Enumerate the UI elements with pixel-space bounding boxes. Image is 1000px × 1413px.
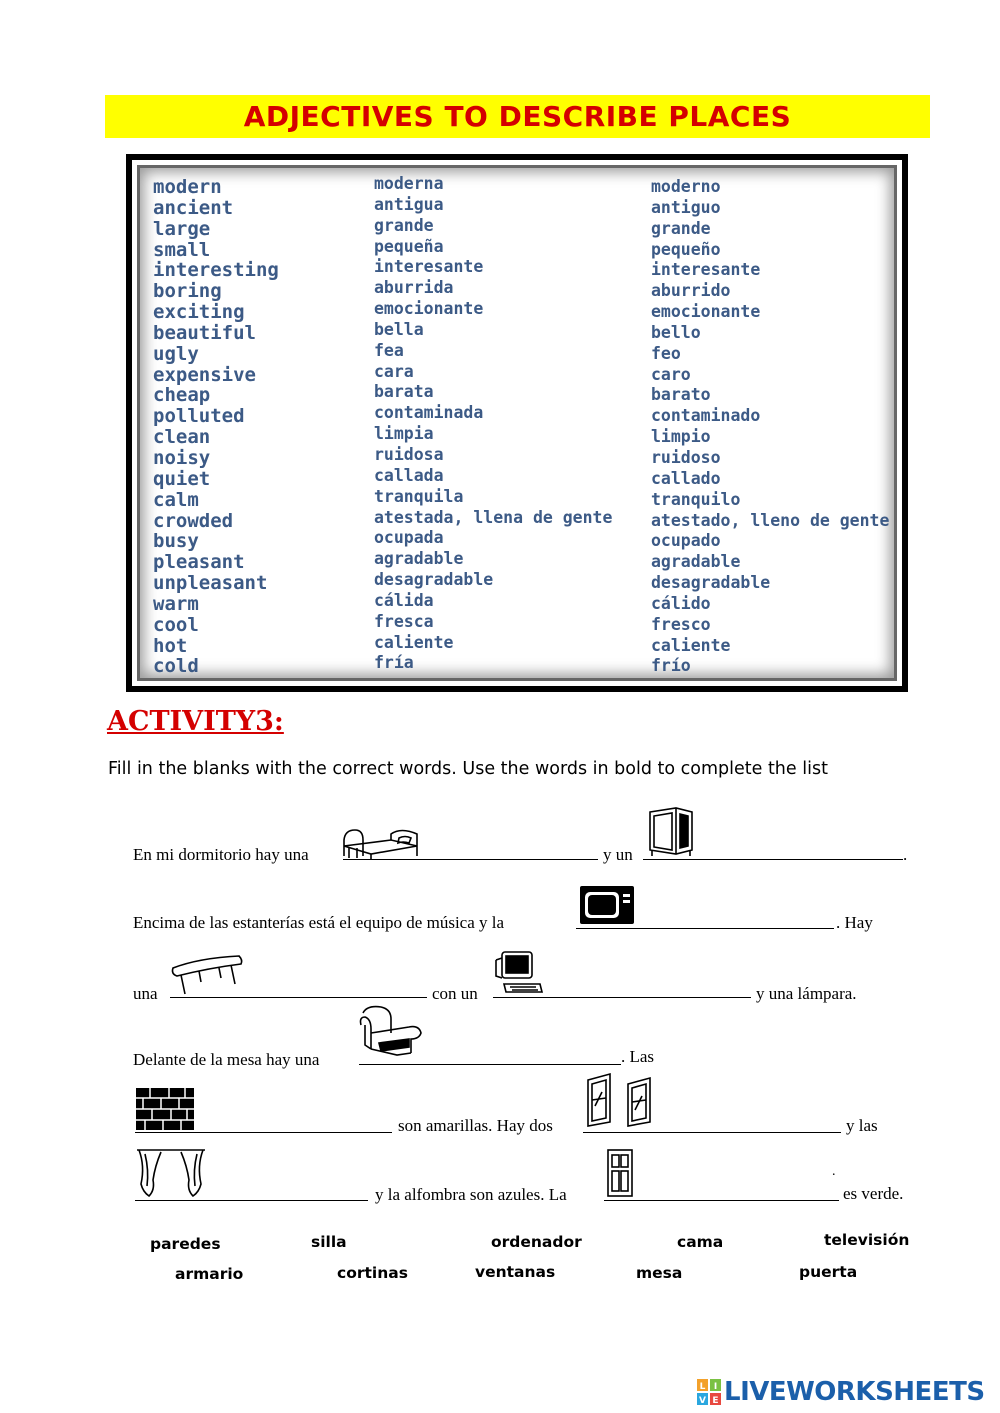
logo-mark-icon [697,1379,721,1405]
armchair-icon [357,1003,425,1063]
word-bank-item: paredes [150,1235,221,1253]
title-banner [105,95,930,138]
blank-armchair[interactable] [359,1064,621,1065]
vocab-spanish-masculine-word: cálido [651,593,711,613]
logo-letter: E [712,1396,719,1405]
vocab-spanish-masculine-word: bello [651,322,701,342]
vocab-spanish-feminine-word: fría [374,653,414,673]
logo-letter: V [699,1396,706,1405]
spanish-masculine-column [651,177,889,677]
vocab-spanish-feminine-word: cara [374,361,414,381]
english-column [153,177,279,677]
vocab-english-word: cheap [153,384,211,407]
vocab-spanish-masculine-word: desagradable [651,573,771,593]
sentence-5-part-b: y las [846,1116,878,1135]
word-bank-item: cama [677,1233,724,1251]
sentence-3-part-b: con un [432,984,478,1003]
vocab-spanish-feminine-word: cálida [374,590,434,610]
vocab-english-word: expensive [153,363,256,386]
vocab-spanish-masculine-word: ruidoso [651,447,721,467]
blank-table[interactable] [170,997,427,998]
word-bank-item: armario [175,1265,244,1283]
television-icon [578,884,636,926]
vocab-spanish-feminine-word: ocupada [374,528,444,548]
word-bank-item: ventanas [475,1263,556,1281]
vocab-spanish-masculine-word: caliente [651,635,731,655]
vocab-spanish-masculine-word: atestado, lleno de gente [651,510,890,530]
vocab-spanish-feminine-word: interesante [374,257,484,277]
vocab-spanish-feminine-word: pequeña [374,236,444,256]
vocab-spanish-feminine-word: barata [374,382,434,402]
vocab-spanish-masculine-word: antiguo [651,197,721,217]
vocab-spanish-masculine-word: moderno [651,177,721,196]
vocab-spanish-feminine-word: emocionante [374,299,484,319]
vocab-spanish-masculine-word: tranquilo [651,489,741,509]
vocab-english-word: hot [153,634,188,657]
vocabulary-table [126,154,908,692]
sentence-3-part-a: una [133,984,158,1003]
page-title: ADJECTIVES TO DESCRIBE PLACES [243,100,792,133]
sentence-5-part-a: son amarillas. Hay dos [398,1116,553,1135]
vocab-spanish-feminine-word: atestada, llena de gente [374,507,613,527]
liveworksheets-logo [697,1377,985,1407]
vocab-english-word: busy [153,530,199,553]
word-bank-item: televisión [824,1231,910,1249]
vocab-english-word: noisy [153,446,211,469]
vocab-spanish-feminine-word: aburrida [374,278,454,298]
vocab-spanish-masculine-word: limpio [651,427,711,447]
vocab-spanish-feminine-word: bella [374,319,424,339]
vocab-english-word: cold [153,655,199,678]
table-icon [169,950,245,996]
wardrobe-icon [646,806,696,858]
vocab-spanish-feminine-word: caliente [374,632,454,652]
sentence-6-part-a: y la alfombra son azules. La [375,1185,567,1204]
vocab-spanish-masculine-word: pequeño [651,239,721,259]
curtains-icon [135,1146,207,1202]
sentence-4-part-b: . Las [621,1047,655,1066]
vocab-spanish-feminine-word: callada [374,465,444,485]
vocab-spanish-feminine-word: fresca [374,611,434,631]
vocab-spanish-feminine-word: limpia [374,424,434,444]
blank-bed[interactable] [343,859,598,860]
blank-walls[interactable] [135,1132,392,1133]
sentence-1-part-b: y un [603,845,633,864]
wall-bricks-icon [135,1087,195,1131]
windows-icon [584,1072,658,1128]
word-bank-item: puerta [799,1263,858,1281]
logo-letter: L [699,1382,706,1392]
vocab-spanish-feminine-word: tranquila [374,486,464,506]
vocab-english-word: pleasant [153,551,245,574]
logo-letter: I [713,1382,718,1392]
vocab-english-word: quiet [153,467,211,490]
vocab-spanish-feminine-word: agradable [374,549,464,569]
sentence-6-part-c: es verde. [843,1184,904,1203]
vocab-spanish-feminine-word: grande [374,215,434,235]
spanish-feminine-column [374,174,612,674]
vocab-english-word: boring [153,280,222,303]
logo-text: LIVEWORKSHEETS [724,1377,985,1407]
sentence-2-part-b: . Hay [836,913,873,932]
door-icon [605,1148,635,1200]
vocab-english-word: interesting [153,259,279,282]
vocabulary-table-inner [137,165,897,681]
vocab-english-word: cool [153,613,199,636]
vocab-english-word: ancient [153,196,234,219]
vocab-spanish-feminine-word: desagradable [374,570,494,590]
vocab-spanish-masculine-word: frío [651,656,691,676]
vocab-spanish-masculine-word: ocupado [651,531,721,551]
word-bank-item: cortinas [337,1264,408,1282]
activity-instructions: Fill in the blanks with the correct words. Use the words in bold to complete the list [108,759,828,779]
word-bank-item: mesa [636,1264,683,1282]
sentence-3-part-c: y una lámpara. [756,984,857,1003]
blank-television[interactable] [576,928,834,929]
vocab-english-word: small [153,238,211,261]
vocab-english-word: ugly [153,342,199,365]
vocab-spanish-masculine-word: grande [651,218,711,238]
vocab-english-word: large [153,217,211,240]
vocab-english-word: modern [153,176,222,198]
vocab-spanish-feminine-word: moderna [374,174,444,193]
vocab-spanish-feminine-word: fea [374,340,404,360]
vocab-spanish-feminine-word: antigua [374,194,444,214]
vocab-english-word: clean [153,426,211,449]
vocab-english-word: crowded [153,509,234,532]
vocab-english-word: beautiful [153,321,256,344]
sentence-2-part-a: Encima de las estanterías está el equipo de música y la [133,913,505,932]
sentence-6-part-b: . [832,1164,836,1179]
sentence-1-part-a: En mi dormitorio hay una [133,845,309,864]
blank-computer[interactable] [493,997,751,998]
blank-door[interactable] [604,1200,839,1201]
vocab-spanish-masculine-word: fresco [651,614,711,634]
activity-heading: ACTIVITY3: [107,706,284,737]
sentence-4-part-a: Delante de la mesa hay una [133,1050,320,1069]
sentence-1-part-c: . [903,845,908,864]
bed-icon [341,826,423,862]
word-bank-item: ordenador [491,1233,582,1251]
blank-windows[interactable] [583,1132,841,1133]
vocab-spanish-masculine-word: interesante [651,260,761,280]
blank-curtains[interactable] [135,1200,368,1201]
blank-wardrobe[interactable] [643,859,903,860]
vocab-spanish-masculine-word: aburrido [651,281,731,301]
vocab-english-word: warm [153,592,199,615]
vocab-spanish-masculine-word: feo [651,343,681,363]
vocab-english-word: polluted [153,405,245,428]
vocab-spanish-masculine-word: emocionante [651,302,761,322]
word-bank-item: silla [311,1233,347,1251]
vocab-spanish-masculine-word: caro [651,364,691,384]
vocab-english-word: calm [153,488,199,511]
vocab-english-word: exciting [153,301,245,324]
vocab-spanish-masculine-word: callado [651,468,721,488]
vocab-english-word: unpleasant [153,572,268,595]
vocab-spanish-masculine-word: contaminado [651,406,761,426]
vocab-spanish-feminine-word: contaminada [374,403,484,423]
vocab-spanish-masculine-word: agradable [651,552,741,572]
computer-icon [494,948,544,996]
vocab-spanish-feminine-word: ruidosa [374,444,444,464]
vocab-spanish-masculine-word: barato [651,385,711,405]
